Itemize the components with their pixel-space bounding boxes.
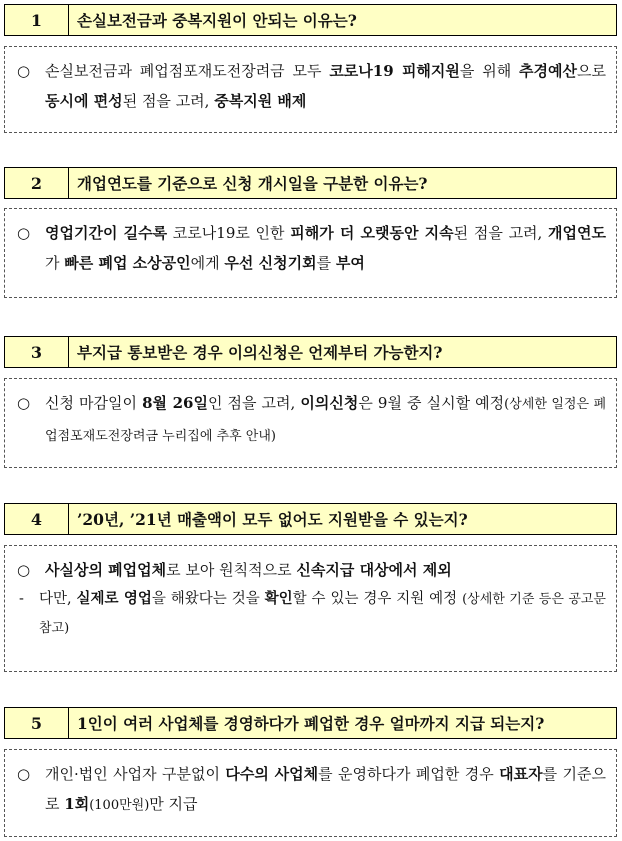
- question-number: 4: [5, 504, 69, 534]
- bullet-icon: ○: [17, 62, 31, 80]
- question-text: 1인이 여러 사업체를 경영하다가 폐업한 경우 얼마까지 지급 되는지?: [77, 714, 545, 733]
- dash-icon: -: [19, 591, 24, 607]
- answer-box-2: [4, 208, 617, 298]
- bullet-icon: ○: [17, 765, 31, 783]
- answer-text: 영업기간이 길수록 코로나19로 인한 피해가 더 오랫동안 지속된 점을 고려, 개업연도가 빠른 폐업 소상공인에게 우선 신청기회를 부여: [45, 224, 606, 272]
- question-bar-2: [4, 167, 617, 199]
- question-number: 1: [5, 5, 69, 35]
- question-bar-5: [4, 707, 617, 739]
- question-text: ’20년, ’21년 매출액이 모두 없어도 지원받을 수 있는지?: [77, 510, 468, 529]
- question-text: 손실보전금과 중복지원이 안되는 이유는?: [77, 11, 357, 30]
- question-bar-3: [4, 336, 617, 368]
- question-bar-4: [4, 503, 617, 535]
- question-number: 3: [5, 337, 69, 367]
- answer-text: 신청 마감일이 8월 26일인 점을 고려, 이의신청은 9월 중 실시할 예정(상세한 일정은 폐업점포재도전장려금 누리집에 추후 안내): [45, 394, 607, 444]
- answer-text: 사실상의 폐업업체로 보아 원칙적으로 신속지급 대상에서 제외: [45, 561, 452, 579]
- answer-text: 손실보전금과 폐업점포재도전장려금 모두 코로나19 피해지원을 위해 추경예산으로 동시에 편성된 점을 고려, 중복지원 배제: [45, 62, 606, 110]
- answer-box-1: [4, 46, 617, 133]
- answer-box-4: [4, 545, 617, 672]
- bullet-icon: ○: [17, 224, 31, 242]
- answer-box-5: [4, 749, 617, 837]
- question-bar-1: [4, 4, 617, 36]
- question-number: 2: [5, 168, 69, 198]
- question-text: 개업연도를 기준으로 신청 개시일을 구분한 이유는?: [77, 174, 428, 193]
- subpoint-text: 다만, 실제로 영업을 해왔다는 것을 확인할 수 있는 경우 지원 예정 (상세한 기준 등은 공고문 참고): [39, 590, 606, 636]
- question-number: 5: [5, 708, 69, 738]
- bullet-icon: ○: [17, 561, 31, 579]
- answer-text: 개인·법인 사업자 구분없이 다수의 사업체를 운영하다가 폐업한 경우 대표자를 기준으로 1회(100만원)만 지급: [45, 765, 606, 813]
- question-text: 부지급 통보받은 경우 이의신청은 언제부터 가능한지?: [77, 343, 443, 362]
- answer-box-3: [4, 378, 617, 468]
- bullet-icon: ○: [17, 394, 31, 412]
- answer-subpoint: [17, 585, 606, 643]
